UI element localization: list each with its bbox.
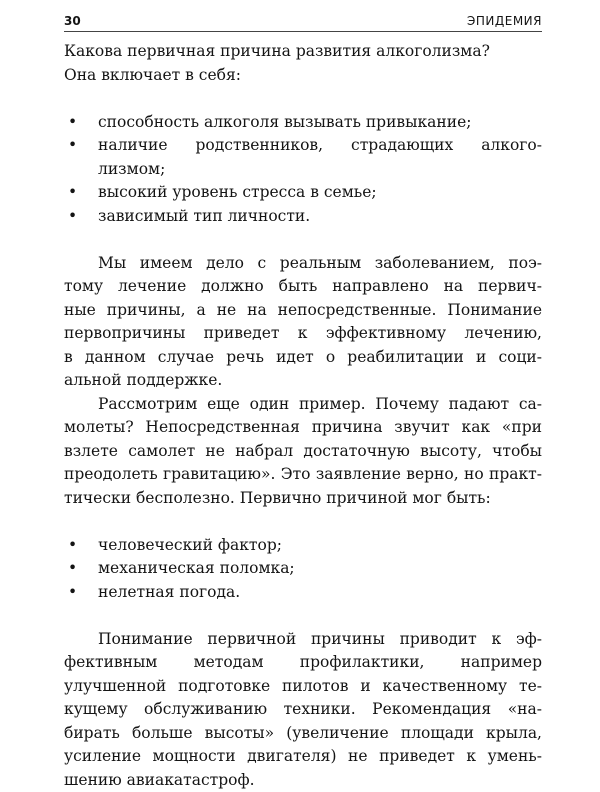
body-text	[64, 40, 542, 792]
text-line: зависимый тип личности.	[98, 205, 542, 229]
text-line: Какова первичная причина развития алкоголизма?	[64, 40, 542, 64]
paragraph-gap	[64, 228, 542, 252]
text-line: в данном случае речь идет о реабилитации и соци-	[64, 346, 542, 370]
text-line: нелетная погода.	[98, 581, 542, 605]
list-item	[64, 134, 542, 181]
paragraph-gap	[64, 510, 542, 534]
text-line: улучшенной подготовке пилотов и качественному те-	[64, 675, 542, 699]
bullet-icon: •	[68, 134, 77, 158]
text-line: первопричины приведет к эффективному лечению,	[64, 322, 542, 346]
text-line: тому лечение должно быть направлено на первич-	[64, 275, 542, 299]
text-line: кущему обслуживанию техники. Рекомендация «на-	[64, 698, 542, 722]
text-line: взлете самолет не набрал достаточную высоту, чтобы	[64, 440, 542, 464]
paragraph-gap	[64, 604, 542, 628]
list-item	[64, 581, 542, 605]
paragraph	[64, 252, 542, 393]
text-line: высокий уровень стресса в семье;	[98, 181, 542, 205]
text-line: Рассмотрим еще один пример. Почему падают са-	[64, 393, 542, 417]
text-line: механическая поломка;	[98, 557, 542, 581]
bullet-icon: •	[68, 111, 77, 135]
text-line: наличие родственников, страдающих алкого-	[98, 134, 542, 158]
bullet-icon: •	[68, 205, 77, 229]
text-line: шению авиакатастроф.	[64, 769, 542, 792]
text-line: Она включает в себя:	[64, 64, 542, 88]
text-line: способность алкоголя вызывать привыкание;	[98, 111, 542, 135]
header-rule	[64, 31, 542, 32]
bullet-icon: •	[68, 181, 77, 205]
text-line: Понимание первичной причины приводит к эф-	[64, 628, 542, 652]
text-line: усиление мощности двигателя) не приведет к умень-	[64, 745, 542, 769]
text-line: человеческий фактор;	[98, 534, 542, 558]
text-line: лизмом;	[98, 158, 542, 182]
paragraph	[64, 628, 542, 792]
text-line: Мы имеем дело с реальным заболеванием, поэ-	[64, 252, 542, 276]
bullet-icon: •	[68, 581, 77, 605]
list-item	[64, 111, 542, 135]
text-line: преодолеть гравитацию». Это заявление верно, но практ-	[64, 463, 542, 487]
section-title: ЭПИДЕМИЯ	[467, 14, 542, 28]
page-number: 30	[64, 14, 81, 28]
bullet-icon: •	[68, 557, 77, 581]
list-item	[64, 205, 542, 229]
bullet-icon: •	[68, 534, 77, 558]
example-cause-list	[64, 534, 542, 605]
paragraph-gap	[64, 87, 542, 111]
list-item	[64, 557, 542, 581]
text-line: ные причины, а не на непосредственные. Понимание	[64, 299, 542, 323]
text-line: альной поддержке.	[64, 369, 542, 393]
text-line: бирать больше высоты» (увеличение площади крыла,	[64, 722, 542, 746]
text-line: фективным методам профилактики, например	[64, 651, 542, 675]
list-item	[64, 534, 542, 558]
list-item	[64, 181, 542, 205]
cause-list	[64, 111, 542, 229]
running-head	[64, 10, 542, 32]
text-line: тически бесполезно. Первично причиной мог быть:	[64, 487, 542, 511]
paragraph	[64, 393, 542, 511]
text-line: молеты? Непосредственная причина звучит как «при	[64, 416, 542, 440]
